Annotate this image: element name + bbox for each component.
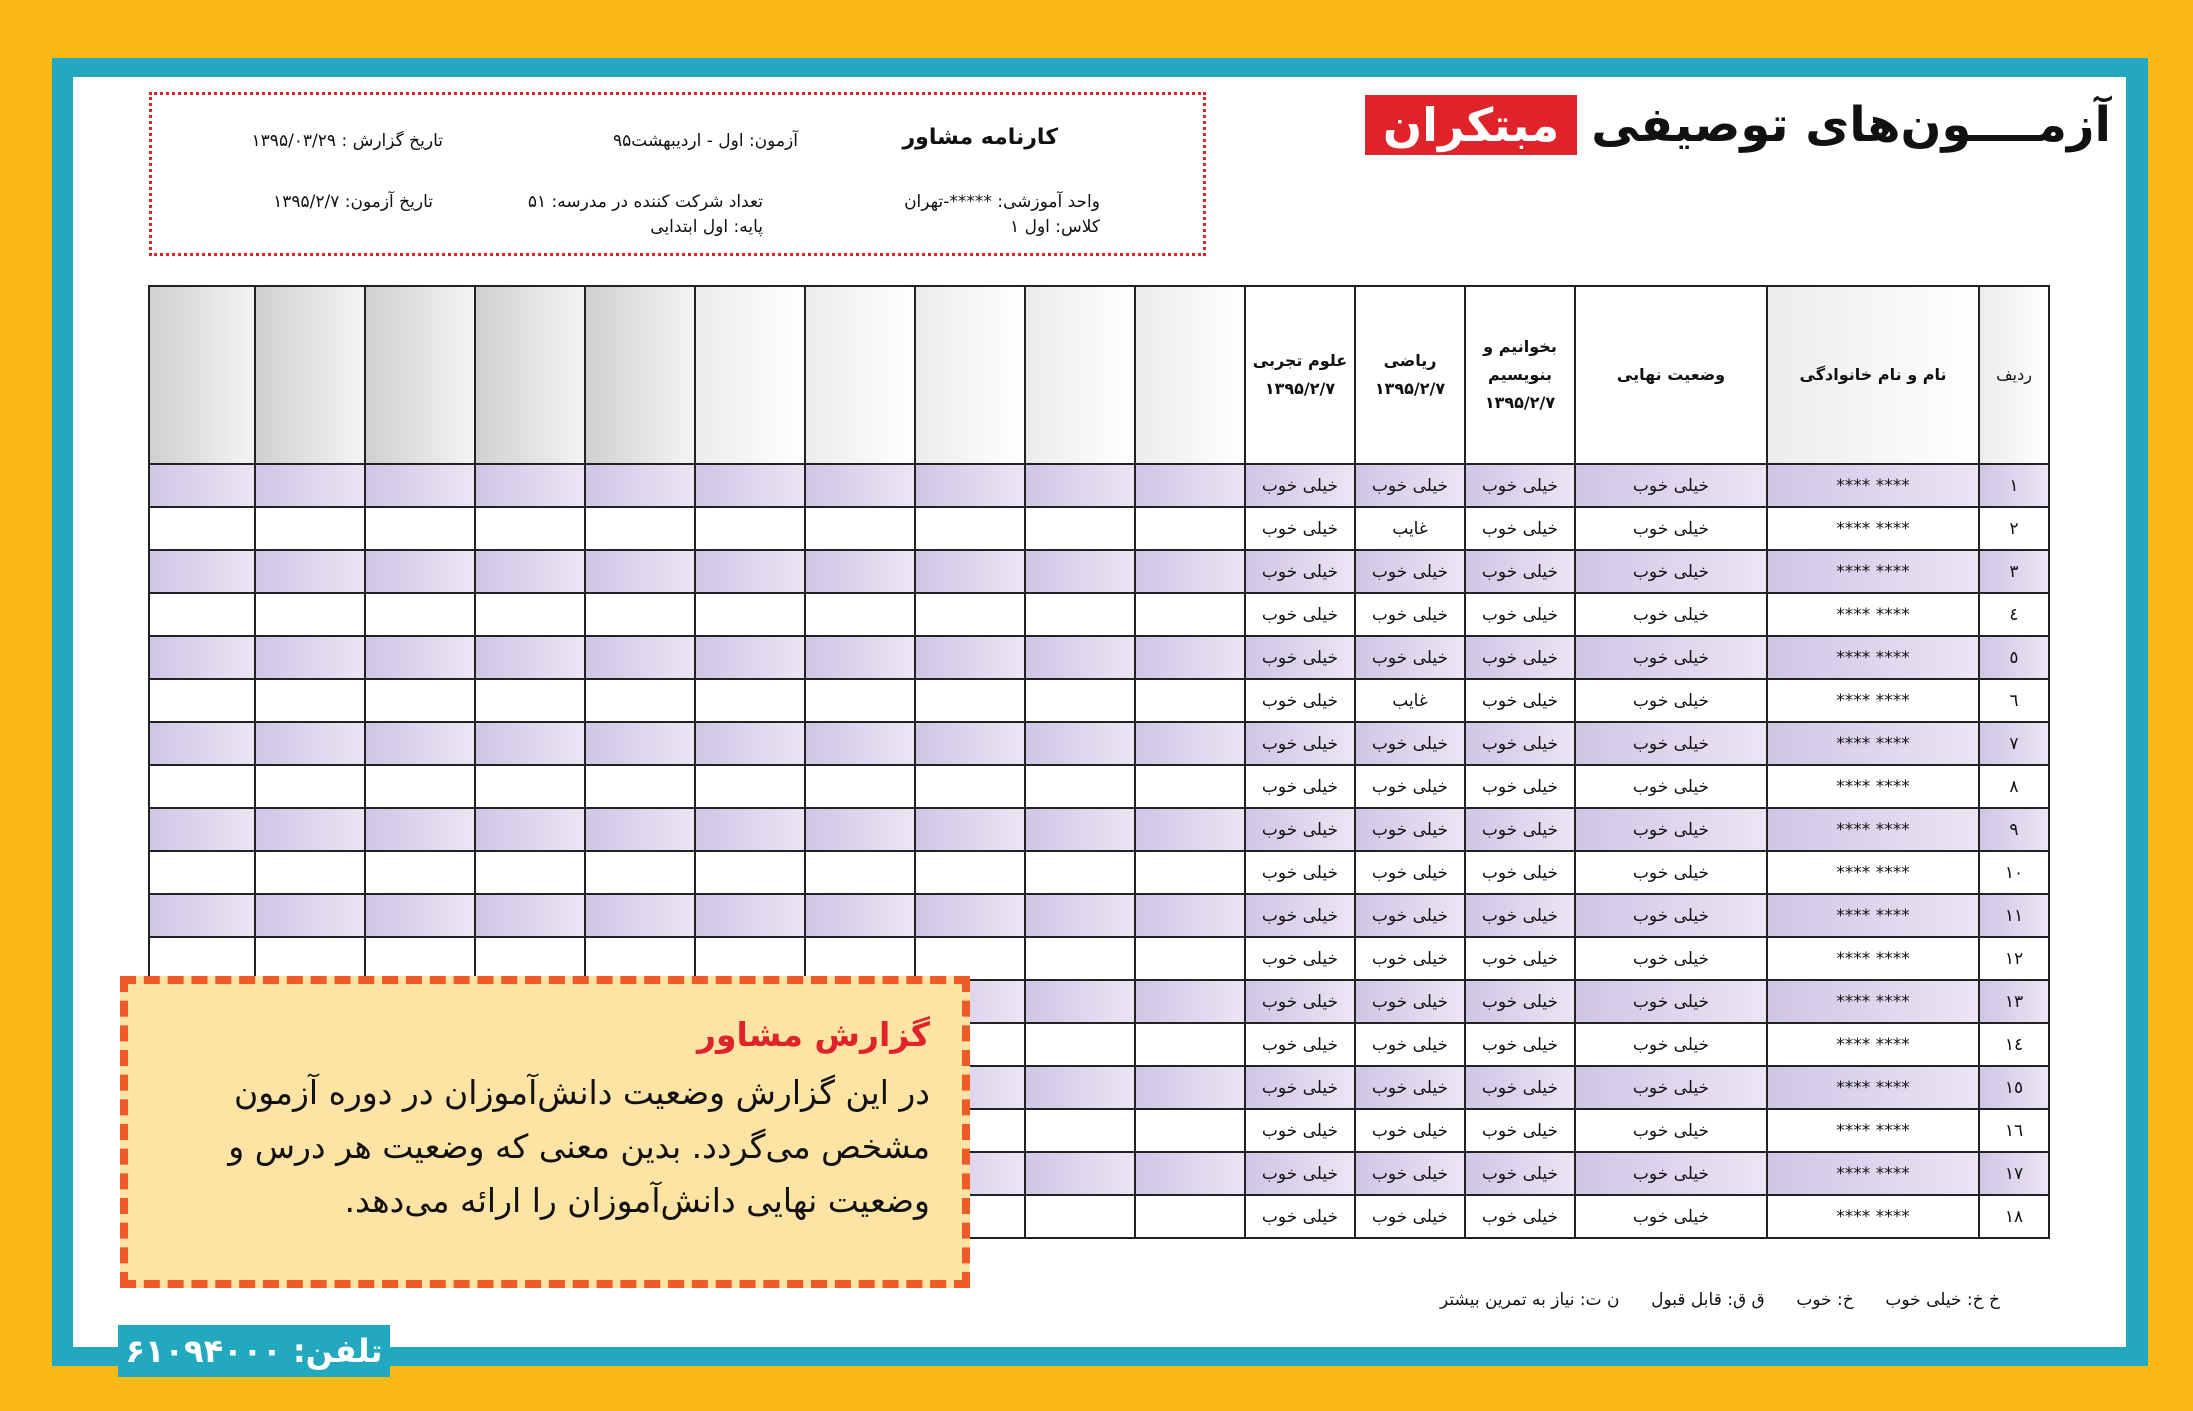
science-grade-cell: خیلی خوب (1245, 464, 1355, 507)
science-grade-cell: خیلی خوب (1245, 1109, 1355, 1152)
student-name-cell: **** **** (1767, 1152, 1979, 1195)
empty-cell (1025, 1066, 1135, 1109)
empty-cell (365, 679, 475, 722)
empty-cell (1135, 808, 1245, 851)
empty-cell (695, 894, 805, 937)
empty-cell (255, 722, 365, 765)
empty-cell (805, 937, 915, 980)
empty-cell (365, 808, 475, 851)
header-empty-column (695, 286, 805, 464)
science-grade-cell: خیلی خوب (1245, 980, 1355, 1023)
reading-grade-cell: خیلی خوب (1465, 937, 1575, 980)
exam-date: تاریخ آزمون: ۱۳۹۵/۲/۷ (273, 192, 433, 212)
empty-cell (365, 464, 475, 507)
student-name-cell: **** **** (1767, 464, 1979, 507)
empty-cell (1025, 679, 1135, 722)
final-status-cell: خیلی خوب (1575, 1109, 1767, 1152)
empty-cell (585, 851, 695, 894)
math-grade-cell: خیلی خوب (1355, 722, 1465, 765)
empty-cell (1025, 507, 1135, 550)
row-number-cell: ۱۰ (1979, 851, 2049, 894)
header-name: نام و نام خانوادگی (1767, 286, 1979, 464)
header-empty-column (805, 286, 915, 464)
subject-science-name: علوم تجربی (1252, 351, 1348, 370)
empty-cell (915, 593, 1025, 636)
empty-cell (805, 722, 915, 765)
empty-cell (1135, 1023, 1245, 1066)
student-name-cell: **** **** (1767, 765, 1979, 808)
empty-cell (365, 593, 475, 636)
subject-math-date: ۱۳۹۵/۲/۷ (1374, 379, 1446, 398)
empty-cell (149, 464, 255, 507)
final-status-cell: خیلی خوب (1575, 1023, 1767, 1066)
header-empty-column (365, 286, 475, 464)
empty-cell (695, 550, 805, 593)
empty-cell (695, 808, 805, 851)
row-number-cell: ۱٥ (1979, 1066, 2049, 1109)
legend-needs-practice: ن ت: نیاز به تمرین بیشتر (1440, 1290, 1620, 1310)
table-row (149, 464, 2049, 507)
empty-cell (1135, 765, 1245, 808)
empty-cell (585, 937, 695, 980)
empty-cell (1025, 464, 1135, 507)
empty-cell (695, 464, 805, 507)
student-name-cell: **** **** (1767, 808, 1979, 851)
student-name-cell: **** **** (1767, 593, 1979, 636)
empty-cell (915, 636, 1025, 679)
empty-cell (149, 894, 255, 937)
empty-cell (585, 593, 695, 636)
final-status-cell: خیلی خوب (1575, 464, 1767, 507)
empty-cell (1135, 937, 1245, 980)
row-number-cell: ۱۷ (1979, 1152, 2049, 1195)
math-grade-cell: خیلی خوب (1355, 937, 1465, 980)
science-grade-cell: خیلی خوب (1245, 1195, 1355, 1238)
empty-cell (255, 550, 365, 593)
reading-grade-cell: خیلی خوب (1465, 808, 1575, 851)
subject-reading-name: بخوانیم و بنویسیم (1483, 337, 1557, 384)
empty-cell (695, 722, 805, 765)
empty-cell (365, 765, 475, 808)
final-status-cell: خیلی خوب (1575, 851, 1767, 894)
final-status-cell: خیلی خوب (1575, 1066, 1767, 1109)
row-number-cell: ۱٤ (1979, 1023, 2049, 1066)
math-grade-cell: خیلی خوب (1355, 1195, 1465, 1238)
empty-cell (475, 894, 585, 937)
empty-cell (255, 937, 365, 980)
reading-grade-cell: خیلی خوب (1465, 980, 1575, 1023)
empty-cell (365, 937, 475, 980)
brand-name: مبتکران (1365, 95, 1577, 155)
empty-cell (255, 894, 365, 937)
empty-cell (585, 722, 695, 765)
empty-cell (915, 679, 1025, 722)
table-row (149, 937, 2049, 980)
empty-cell (475, 550, 585, 593)
subject-science-date: ۱۳۹۵/۲/۷ (1264, 379, 1336, 398)
empty-cell (365, 636, 475, 679)
header-final-status: وضعیت نهایی (1575, 286, 1767, 464)
empty-cell (149, 808, 255, 851)
phone-number: تلفن: ۶۱۰۹۴۰۰۰ (118, 1325, 390, 1377)
empty-cell (1135, 851, 1245, 894)
final-status-cell: خیلی خوب (1575, 765, 1767, 808)
science-grade-cell: خیلی خوب (1245, 550, 1355, 593)
math-grade-cell: غایب (1355, 507, 1465, 550)
report-date: تاریخ گزارش : ۱۳۹۵/۰۳/۲۹ (251, 131, 443, 151)
empty-cell (1025, 808, 1135, 851)
empty-cell (255, 593, 365, 636)
empty-cell (475, 722, 585, 765)
row-number-cell: ۱۱ (1979, 894, 2049, 937)
table-row (149, 808, 2049, 851)
reading-grade-cell: خیلی خوب (1465, 1152, 1575, 1195)
math-grade-cell: خیلی خوب (1355, 1152, 1465, 1195)
empty-cell (695, 937, 805, 980)
math-grade-cell: خیلی خوب (1355, 851, 1465, 894)
final-status-cell: خیلی خوب (1575, 980, 1767, 1023)
empty-cell (149, 593, 255, 636)
science-grade-cell: خیلی خوب (1245, 808, 1355, 851)
final-status-cell: خیلی خوب (1575, 894, 1767, 937)
header-subject-reading (1465, 286, 1575, 464)
final-status-cell: خیلی خوب (1575, 722, 1767, 765)
empty-cell (255, 507, 365, 550)
row-number-cell: ۱۳ (1979, 980, 2049, 1023)
callout-title: گزارش مشاور (697, 1015, 930, 1054)
empty-cell (695, 679, 805, 722)
empty-cell (1025, 765, 1135, 808)
final-status-cell: خیلی خوب (1575, 550, 1767, 593)
final-status-cell: خیلی خوب (1575, 507, 1767, 550)
table-row (149, 593, 2049, 636)
reading-grade-cell: خیلی خوب (1465, 851, 1575, 894)
empty-cell (475, 679, 585, 722)
empty-cell (475, 937, 585, 980)
final-status-cell: خیلی خوب (1575, 593, 1767, 636)
empty-cell (695, 593, 805, 636)
header-row-number: ردیف (1979, 286, 2049, 464)
empty-cell (585, 507, 695, 550)
empty-cell (1135, 464, 1245, 507)
student-name-cell: **** **** (1767, 1109, 1979, 1152)
empty-cell (1025, 1109, 1135, 1152)
science-grade-cell: خیلی خوب (1245, 937, 1355, 980)
reading-grade-cell: خیلی خوب (1465, 1066, 1575, 1109)
empty-cell (1135, 1066, 1245, 1109)
empty-cell (255, 765, 365, 808)
empty-cell (475, 765, 585, 808)
advisor-report-callout (120, 976, 970, 1288)
empty-cell (915, 507, 1025, 550)
empty-cell (1135, 1195, 1245, 1238)
empty-cell (1135, 894, 1245, 937)
student-name-cell: **** **** (1767, 1195, 1979, 1238)
header-empty-column (1025, 286, 1135, 464)
math-grade-cell: خیلی خوب (1355, 593, 1465, 636)
empty-cell (1135, 507, 1245, 550)
empty-cell (149, 937, 255, 980)
final-status-cell: خیلی خوب (1575, 636, 1767, 679)
class-label: کلاس: اول ۱ (1010, 217, 1100, 237)
empty-cell (365, 851, 475, 894)
empty-cell (585, 636, 695, 679)
empty-cell (255, 636, 365, 679)
empty-cell (475, 636, 585, 679)
science-grade-cell: خیلی خوب (1245, 722, 1355, 765)
empty-cell (805, 636, 915, 679)
table-row (149, 636, 2049, 679)
empty-cell (1025, 550, 1135, 593)
table-header-row (149, 286, 2049, 464)
student-name-cell: **** **** (1767, 722, 1979, 765)
math-grade-cell: خیلی خوب (1355, 1023, 1465, 1066)
math-grade-cell: خیلی خوب (1355, 765, 1465, 808)
empty-cell (805, 894, 915, 937)
empty-cell (585, 765, 695, 808)
reading-grade-cell: خیلی خوب (1465, 1195, 1575, 1238)
empty-cell (805, 464, 915, 507)
table-row (149, 851, 2049, 894)
empty-cell (1025, 636, 1135, 679)
empty-cell (585, 464, 695, 507)
science-grade-cell: خیلی خوب (1245, 765, 1355, 808)
empty-cell (365, 507, 475, 550)
student-name-cell: **** **** (1767, 851, 1979, 894)
empty-cell (1025, 1023, 1135, 1066)
math-grade-cell: خیلی خوب (1355, 894, 1465, 937)
empty-cell (695, 851, 805, 894)
empty-cell (475, 851, 585, 894)
row-number-cell: ٦ (1979, 679, 2049, 722)
student-name-cell: **** **** (1767, 550, 1979, 593)
student-name-cell: **** **** (1767, 1023, 1979, 1066)
brand-subtitle: آزمــــون‌های توصیفی (1591, 97, 2111, 153)
empty-cell (585, 550, 695, 593)
empty-cell (149, 550, 255, 593)
empty-cell (1025, 1152, 1135, 1195)
empty-cell (149, 636, 255, 679)
empty-cell (805, 550, 915, 593)
table-row (149, 679, 2049, 722)
empty-cell (255, 464, 365, 507)
empty-cell (915, 765, 1025, 808)
row-number-cell: ۱۲ (1979, 937, 2049, 980)
empty-cell (695, 636, 805, 679)
brand-logo (1365, 95, 2111, 155)
header-empty-column (255, 286, 365, 464)
student-name-cell: **** **** (1767, 894, 1979, 937)
student-name-cell: **** **** (1767, 636, 1979, 679)
empty-cell (149, 679, 255, 722)
student-name-cell: **** **** (1767, 937, 1979, 980)
row-number-cell: ۳ (1979, 550, 2049, 593)
empty-cell (695, 765, 805, 808)
math-grade-cell: خیلی خوب (1355, 808, 1465, 851)
empty-cell (255, 808, 365, 851)
table-row (149, 722, 2049, 765)
table-row (149, 550, 2049, 593)
empty-cell (1135, 722, 1245, 765)
empty-cell (365, 722, 475, 765)
participant-count: تعداد شرکت کننده در مدرسه: ۵۱ (527, 192, 763, 212)
empty-cell (805, 851, 915, 894)
legend-very-good: خ خ: خیلی خوب (1885, 1290, 2000, 1310)
row-number-cell: ۲ (1979, 507, 2049, 550)
math-grade-cell: خیلی خوب (1355, 1109, 1465, 1152)
empty-cell (1025, 851, 1135, 894)
empty-cell (1135, 593, 1245, 636)
table-row (149, 894, 2049, 937)
math-grade-cell: غایب (1355, 679, 1465, 722)
empty-cell (1135, 1152, 1245, 1195)
reading-grade-cell: خیلی خوب (1465, 679, 1575, 722)
empty-cell (1025, 593, 1135, 636)
row-number-cell: ۱۸ (1979, 1195, 2049, 1238)
reading-grade-cell: خیلی خوب (1465, 550, 1575, 593)
student-name-cell: **** **** (1767, 679, 1979, 722)
science-grade-cell: خیلی خوب (1245, 679, 1355, 722)
empty-cell (475, 507, 585, 550)
empty-cell (1025, 894, 1135, 937)
final-status-cell: خیلی خوب (1575, 937, 1767, 980)
math-grade-cell: خیلی خوب (1355, 636, 1465, 679)
empty-cell (1135, 679, 1245, 722)
reading-grade-cell: خیلی خوب (1465, 507, 1575, 550)
header-empty-column (149, 286, 255, 464)
empty-cell (149, 765, 255, 808)
science-grade-cell: خیلی خوب (1245, 851, 1355, 894)
empty-cell (149, 851, 255, 894)
empty-cell (1025, 1195, 1135, 1238)
empty-cell (805, 679, 915, 722)
header-empty-column (475, 286, 585, 464)
empty-cell (1025, 980, 1135, 1023)
reading-grade-cell: خیلی خوب (1465, 894, 1575, 937)
grade-label: پایه: اول ابتدایی (650, 217, 763, 237)
science-grade-cell: خیلی خوب (1245, 1023, 1355, 1066)
reading-grade-cell: خیلی خوب (1465, 1023, 1575, 1066)
empty-cell (149, 507, 255, 550)
exam-label: آزمون: اول - اردیبهشت۹۵ (613, 131, 798, 151)
row-number-cell: ٤ (1979, 593, 2049, 636)
row-number-cell: ۱٦ (1979, 1109, 2049, 1152)
empty-cell (915, 722, 1025, 765)
subject-math-name: ریاضی (1383, 351, 1437, 370)
header-empty-column (585, 286, 695, 464)
final-status-cell: خیلی خوب (1575, 1152, 1767, 1195)
empty-cell (1135, 980, 1245, 1023)
header-empty-column (915, 286, 1025, 464)
empty-cell (805, 593, 915, 636)
reading-grade-cell: خیلی خوب (1465, 636, 1575, 679)
empty-cell (255, 679, 365, 722)
reading-grade-cell: خیلی خوب (1465, 593, 1575, 636)
reading-grade-cell: خیلی خوب (1465, 765, 1575, 808)
empty-cell (1135, 550, 1245, 593)
science-grade-cell: خیلی خوب (1245, 1152, 1355, 1195)
student-name-cell: **** **** (1767, 980, 1979, 1023)
header-subject-science (1245, 286, 1355, 464)
student-name-cell: **** **** (1767, 507, 1979, 550)
empty-cell (915, 464, 1025, 507)
science-grade-cell: خیلی خوب (1245, 507, 1355, 550)
empty-cell (805, 507, 915, 550)
empty-cell (149, 722, 255, 765)
reading-grade-cell: خیلی خوب (1465, 464, 1575, 507)
math-grade-cell: خیلی خوب (1355, 464, 1465, 507)
legend-good: خ: خوب (1796, 1290, 1854, 1310)
empty-cell (475, 464, 585, 507)
empty-cell (915, 550, 1025, 593)
callout-body: در این گزارش وضعیت دانش‌آموزان در دوره آزمون مشخص می‌گردد. بدین معنی که وضعیت هر درس و وضعیت نهایی دانش‌آموزان را ارائه می‌دهد. (228, 1073, 930, 1220)
empty-cell (585, 679, 695, 722)
empty-cell (585, 808, 695, 851)
science-grade-cell: خیلی خوب (1245, 894, 1355, 937)
math-grade-cell: خیلی خوب (1355, 550, 1465, 593)
training-unit: واحد آموزشی: *****-تهران (904, 192, 1100, 212)
empty-cell (915, 808, 1025, 851)
math-grade-cell: خیلی خوب (1355, 980, 1465, 1023)
table-row (149, 765, 2049, 808)
science-grade-cell: خیلی خوب (1245, 636, 1355, 679)
empty-cell (475, 593, 585, 636)
empty-cell (365, 894, 475, 937)
reading-grade-cell: خیلی خوب (1465, 722, 1575, 765)
empty-cell (365, 550, 475, 593)
row-number-cell: ٥ (1979, 636, 2049, 679)
empty-cell (915, 894, 1025, 937)
legend-acceptable: ق ق: قابل قبول (1651, 1290, 1765, 1310)
subject-reading-date: ۱۳۹۵/۲/۷ (1484, 393, 1556, 412)
final-status-cell: خیلی خوب (1575, 808, 1767, 851)
empty-cell (1025, 937, 1135, 980)
empty-cell (475, 808, 585, 851)
row-number-cell: ۸ (1979, 765, 2049, 808)
table-row (149, 507, 2049, 550)
report-title: کارنامه مشاور (902, 125, 1058, 150)
empty-cell (585, 894, 695, 937)
empty-cell (255, 851, 365, 894)
student-name-cell: **** **** (1767, 1066, 1979, 1109)
empty-cell (805, 765, 915, 808)
reading-grade-cell: خیلی خوب (1465, 1109, 1575, 1152)
final-status-cell: خیلی خوب (1575, 679, 1767, 722)
empty-cell (1135, 636, 1245, 679)
empty-cell (1025, 722, 1135, 765)
header-subject-math (1355, 286, 1465, 464)
empty-cell (1135, 1109, 1245, 1152)
empty-cell (915, 937, 1025, 980)
report-info-box (149, 92, 1206, 256)
final-status-cell: خیلی خوب (1575, 1195, 1767, 1238)
empty-cell (695, 507, 805, 550)
row-number-cell: ۷ (1979, 722, 2049, 765)
grade-legend (1440, 1290, 2000, 1310)
header-empty-column (1135, 286, 1245, 464)
row-number-cell: ۹ (1979, 808, 2049, 851)
science-grade-cell: خیلی خوب (1245, 593, 1355, 636)
science-grade-cell: خیلی خوب (1245, 1066, 1355, 1109)
row-number-cell: ۱ (1979, 464, 2049, 507)
empty-cell (805, 808, 915, 851)
empty-cell (915, 851, 1025, 894)
math-grade-cell: خیلی خوب (1355, 1066, 1465, 1109)
